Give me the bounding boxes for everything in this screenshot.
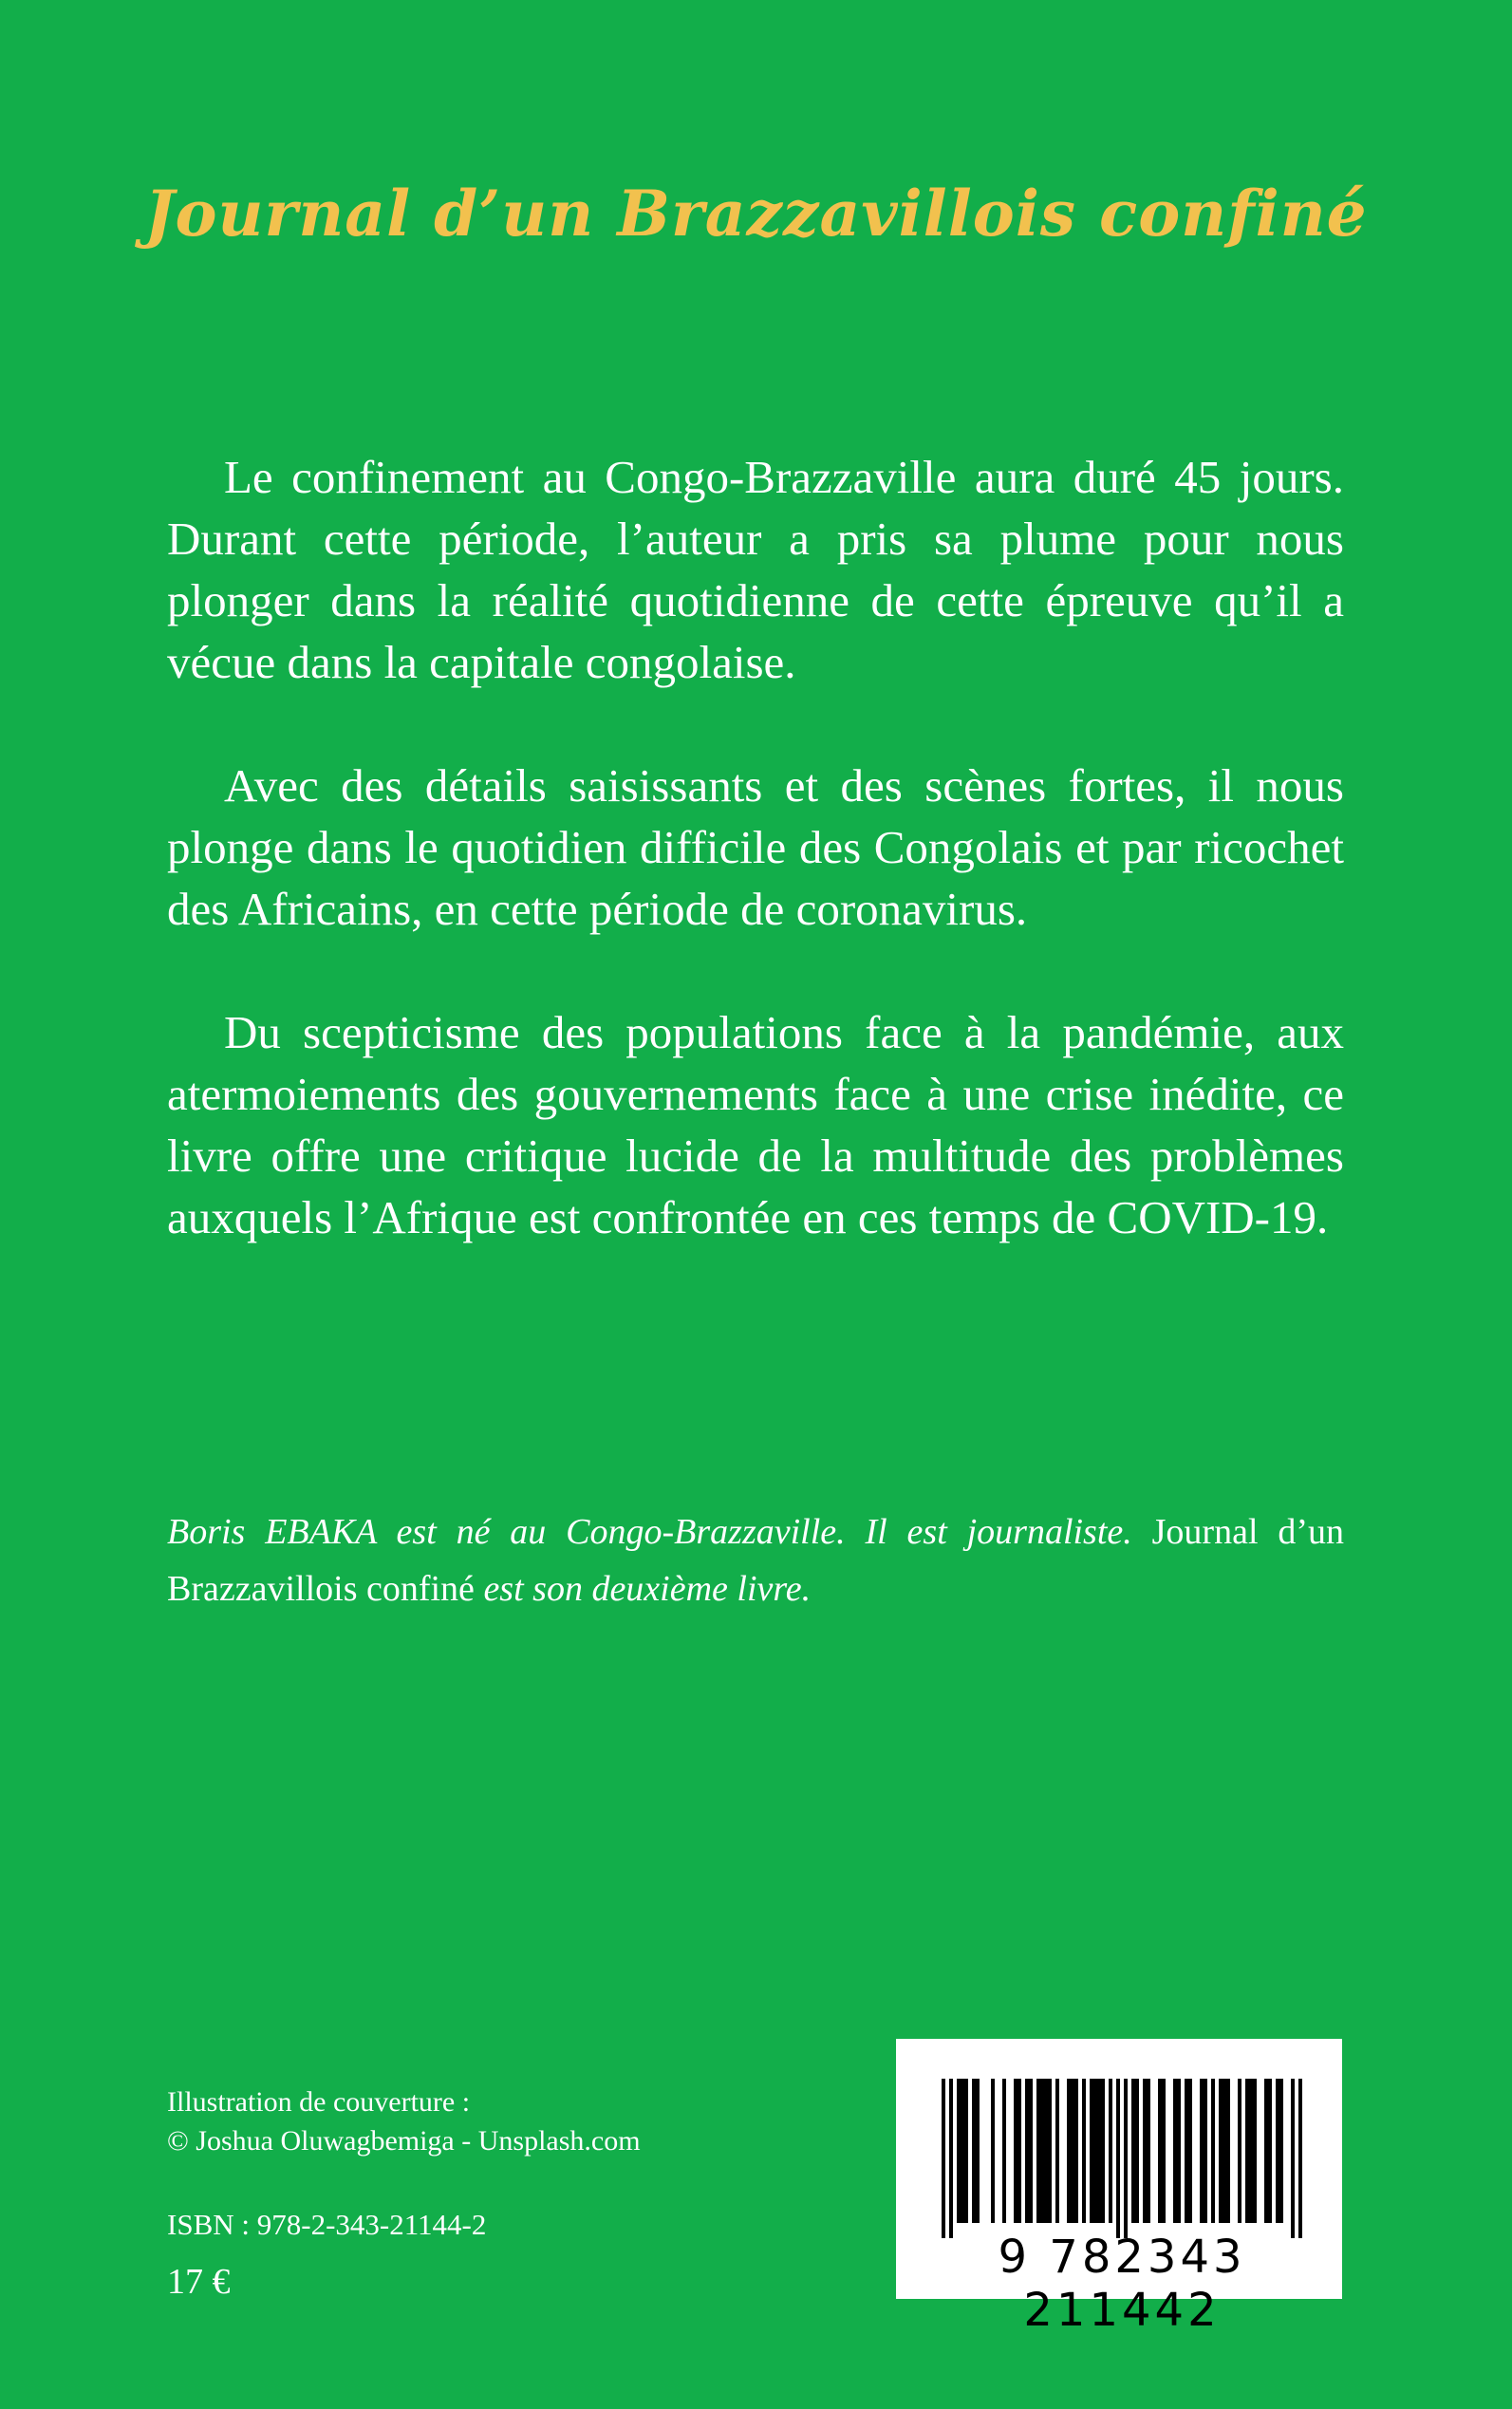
barcode-bar xyxy=(1014,2079,1017,2223)
barcode-bar xyxy=(1158,2079,1162,2223)
barcode-bar xyxy=(1074,2079,1078,2223)
barcode-bar xyxy=(1097,2079,1101,2223)
barcode-bar xyxy=(1067,2079,1071,2223)
barcode-bar xyxy=(1162,2079,1166,2223)
barcode-bar xyxy=(1264,2079,1268,2223)
barcode-bar xyxy=(1249,2079,1253,2223)
barcode-bar xyxy=(1029,2079,1033,2223)
barcode-bar xyxy=(957,2079,961,2223)
barcode-bar xyxy=(949,2079,953,2238)
barcode-bar xyxy=(1071,2079,1074,2223)
barcode-bar xyxy=(1131,2079,1135,2223)
author-bio-book-title: Journal d’un Brazzavillois confiné xyxy=(167,1512,1345,1609)
barcode-bar xyxy=(1177,2079,1181,2223)
barcode-bar xyxy=(1025,2079,1029,2223)
barcode-bar xyxy=(1268,2079,1272,2223)
barcode-bar xyxy=(1109,2079,1112,2223)
barcode-bar xyxy=(1040,2079,1044,2223)
barcode-bar xyxy=(1143,2079,1147,2223)
barcode-bar xyxy=(1048,2079,1052,2223)
barcode-bar xyxy=(1017,2079,1021,2223)
price: 17 € xyxy=(167,2262,231,2302)
barcode-bar xyxy=(976,2079,980,2223)
barcode-bar xyxy=(1253,2079,1257,2223)
barcode-bar xyxy=(1298,2079,1302,2238)
barcode-bar xyxy=(1291,2079,1295,2238)
book-title: Journal d’un Brazzavillois confiné xyxy=(144,177,1368,251)
barcode-bar xyxy=(1200,2079,1204,2223)
author-bio xyxy=(167,1503,1344,1617)
summary-paragraph-2: Avec des détails saisissants et des scènes fortes, il nous plonge dans le quotidien difficile des Congolais et par ricochet des Africains, en cette période de coronavirus. xyxy=(167,759,1344,935)
author-bio-part1: Boris EBAKA est né au Congo-Brazzaville. Il est journaliste. xyxy=(167,1512,1132,1552)
barcode-bar xyxy=(1279,2079,1283,2223)
barcode-bar xyxy=(1002,2079,1006,2223)
barcode-bar xyxy=(1124,2079,1128,2238)
barcode-bar xyxy=(1044,2079,1048,2223)
barcode-bar xyxy=(1090,2079,1093,2223)
barcode-bar xyxy=(1093,2079,1097,2223)
cover-credit-line1: Illustration de couverture : xyxy=(167,2086,471,2118)
barcode-bar xyxy=(991,2079,995,2223)
barcode-bar xyxy=(1204,2079,1207,2223)
barcode-bar xyxy=(1276,2079,1279,2223)
barcode-bar xyxy=(1101,2079,1105,2223)
isbn: ISBN : 978-2-343-21144-2 xyxy=(167,2208,487,2241)
barcode-bar xyxy=(1082,2079,1086,2223)
barcode-bar xyxy=(964,2079,968,2223)
barcode-bar xyxy=(961,2079,964,2223)
barcode-bar xyxy=(1219,2079,1223,2223)
barcode-bar xyxy=(1245,2079,1249,2223)
cover-credit-line2: © Joshua Oluwagbemiga - Unsplash.com xyxy=(167,2125,641,2157)
barcode-bar xyxy=(1135,2079,1139,2223)
cover-credit xyxy=(167,2082,641,2160)
author-bio-part2: est son deuxième livre. xyxy=(483,1569,812,1609)
summary-paragraph-3: Du scepticisme des populations face à la pandémie, aux atermoiements des gouvernements face à une crise inédite, ce livre offre une critique lucide de la multitude des problèmes auxquels l’Afrique est confrontée en ces temps de COVID-19. xyxy=(167,1006,1344,1243)
summary-paragraph-1: Le confinement au Congo-Brazzaville aura duré 45 jours. Durant cette période, l’auteur a pris sa plume pour nous plonger dans la réalité quotidienne de cette épreuve qu’il a vécue dans la capitale congolaise. xyxy=(167,451,1344,688)
barcode-bar xyxy=(1147,2079,1150,2223)
barcode-bar xyxy=(1226,2079,1230,2223)
barcode-bar xyxy=(1188,2079,1192,2223)
barcode-bar xyxy=(1223,2079,1226,2223)
barcode-bar xyxy=(1211,2079,1215,2223)
barcode-bar xyxy=(1238,2079,1241,2223)
barcode-bar xyxy=(1185,2079,1188,2223)
barcode-bar xyxy=(1173,2079,1177,2223)
barcode xyxy=(896,2039,1342,2337)
barcode-digits: 9 782343 211442 xyxy=(998,2231,1246,2337)
barcode-bar xyxy=(1036,2079,1040,2223)
barcode-bar xyxy=(942,2079,945,2238)
barcode-bar xyxy=(1055,2079,1059,2223)
barcode-bar xyxy=(1116,2079,1120,2238)
barcode-bar xyxy=(972,2079,976,2223)
